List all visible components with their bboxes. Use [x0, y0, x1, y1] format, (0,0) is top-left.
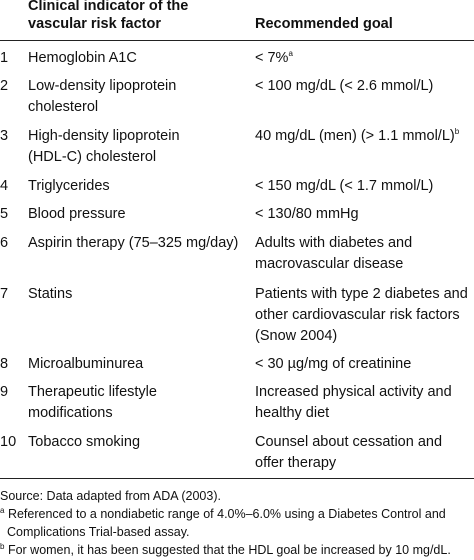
row-number: 8 — [0, 356, 9, 372]
row-indicator: High-density lipoprotein (HDL-C) cholesterol — [28, 128, 180, 165]
source-note: Source: Data adapted from ADA (2003). — [0, 489, 221, 503]
row-indicator: Low-density lipoprotein cholesterol — [28, 78, 177, 115]
footnote-a-continuation: Complications Trial-based assay. — [7, 525, 190, 539]
row-indicator: Therapeutic lifestyle modifications — [28, 384, 157, 421]
row-goal: < 100 mg/dL (< 2.6 mmol/L) — [255, 78, 434, 94]
row-goal: Adults with diabetes and macrovascular disease — [255, 235, 413, 272]
row-number: 1 — [0, 50, 9, 66]
row-number: 5 — [0, 206, 9, 222]
row-indicator: Hemoglobin A1C — [28, 50, 137, 66]
footnote-ref: a — [288, 49, 293, 59]
row-goal: 40 mg/dL (men) (> 1.1 mmol/L)$^b$ — [255, 127, 460, 144]
row-number: 9 — [0, 384, 9, 400]
row-number: 2 — [0, 78, 9, 94]
row-number: 6 — [0, 235, 9, 251]
row-goal: Counsel about cessation and offer therapy — [255, 434, 443, 471]
row-indicator: Triglycerides — [28, 178, 110, 194]
row-indicator: Aspirin therapy (75–325 mg/day) — [28, 235, 239, 251]
row-number: 10 — [0, 434, 17, 450]
row-indicator: Tobacco smoking — [28, 434, 141, 450]
row-goal: Patients with type 2 diabetes and other cardiovascular risk factors (Snow 2004) — [255, 286, 468, 344]
row-goal: < 130/80 mmHg — [255, 206, 359, 222]
row-number: 7 — [0, 286, 9, 302]
bottom-rule — [0, 478, 474, 479]
footnote-b: $^b$ For women, it has been suggested that the HDL goal be increased by 10 mg/dL. — [0, 541, 451, 557]
row-goal: < 7%$^a$ — [255, 49, 293, 66]
row-goal: Increased physical activity and healthy diet — [255, 384, 452, 421]
header-goal: Recommended goal — [255, 16, 393, 32]
row-goal: < 150 mg/dL (< 1.7 mmol/L) — [255, 178, 434, 194]
row-indicator: Statins — [28, 286, 73, 302]
row-indicator: Blood pressure — [28, 206, 126, 222]
header-rule — [0, 40, 474, 41]
row-goal: < 30 µg/mg of creatinine — [255, 356, 412, 372]
row-number: 4 — [0, 178, 9, 194]
footnote-ref: b — [454, 127, 460, 137]
row-number: 3 — [0, 128, 9, 144]
footnote-a: $^a$ Referenced to a nondiabetic range of 4.0%–6.0% using a Diabetes Control and — [0, 505, 446, 521]
header-indicator: Clinical indicator of the vascular risk factor — [28, 0, 189, 32]
row-indicator: Microalbuminurea — [28, 356, 144, 372]
